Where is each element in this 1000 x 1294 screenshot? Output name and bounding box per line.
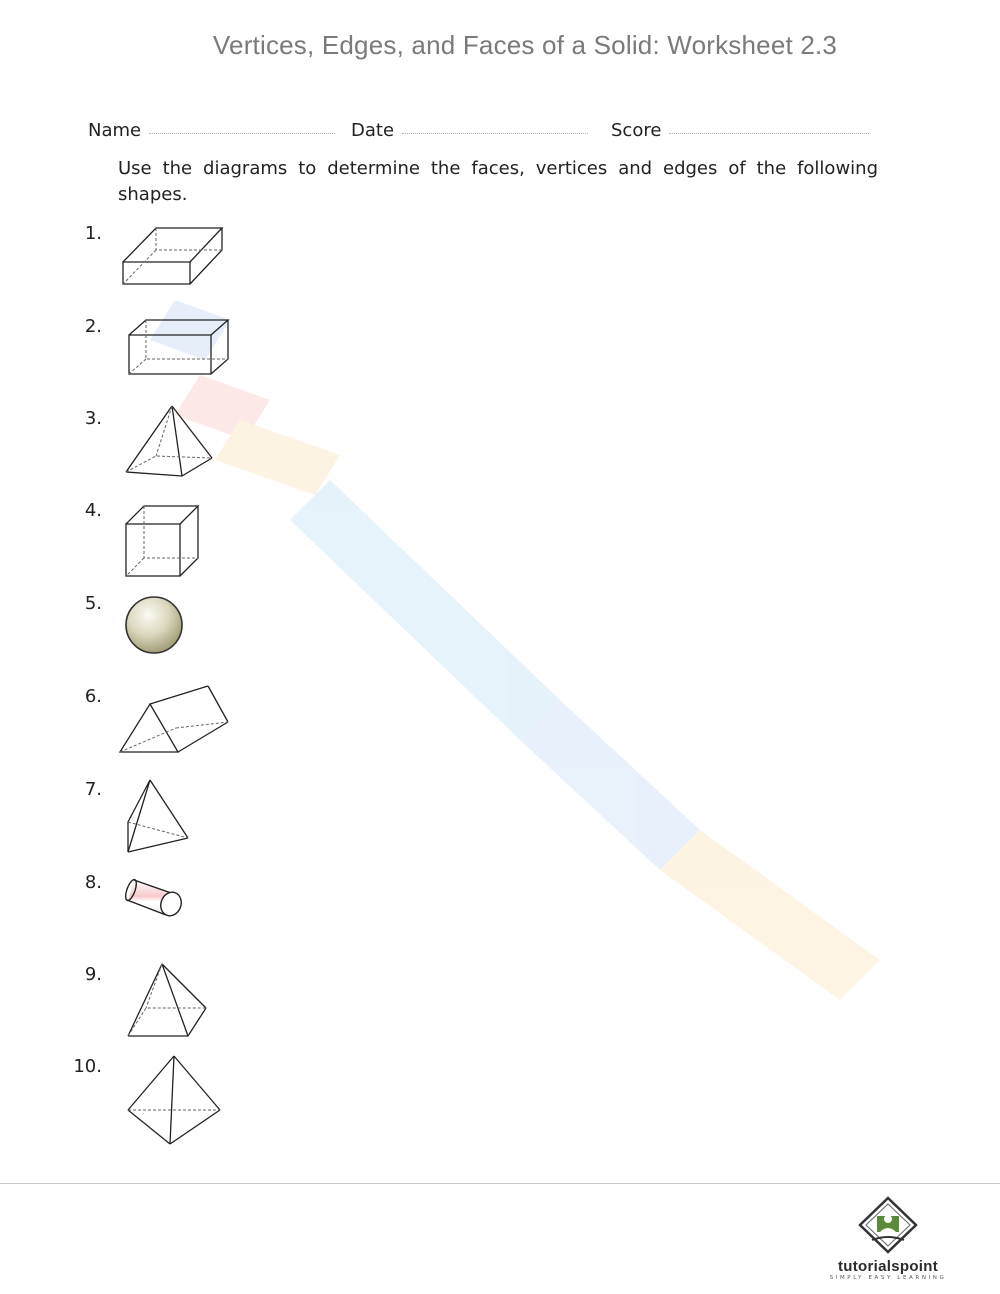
item-number: 6. [84,686,102,707]
score-field[interactable] [611,120,869,141]
square-pyramid-icon [120,402,220,484]
name-blank[interactable] [149,133,335,134]
cube-icon [122,502,204,582]
date-label: Date [351,120,395,141]
item-number: 10. [73,1056,102,1077]
rectangular-prism-icon [124,316,234,382]
score-blank[interactable] [669,133,869,134]
item-number: 5. [84,593,102,614]
item-number: 9. [84,964,102,985]
footer-divider [0,1183,1000,1184]
date-blank[interactable] [402,133,588,134]
item-number: 8. [84,872,102,893]
date-field[interactable] [351,120,588,141]
octahedron-icon [122,1052,226,1148]
score-label: Score [611,120,662,141]
item-number: 7. [84,779,102,800]
item-number: 3. [84,408,102,429]
rectangular-prism-flat-icon [118,222,228,288]
triangular-prism-icon [116,682,234,758]
triangular-pyramid-icon [122,776,196,858]
logo-tagline: SIMPLY EASY LEARNING [829,1275,947,1281]
logo-wordmark: tutorialspoint [837,1258,939,1275]
rectangular-pyramid-icon [122,960,212,1042]
item-number: 1. [84,223,102,244]
instructions: Use the diagrams to determine the faces, vertices and edges of the following shapes. [118,158,878,205]
item-number: 4. [84,500,102,521]
name-label: Name [88,120,142,141]
header-fields [88,120,878,144]
item-number: 2. [84,316,102,337]
page-title: Vertices, Edges, and Faces of a Solid: Worksheet 2.3 [212,30,838,60]
tutorialspoint-logo[interactable] [816,1194,960,1284]
name-field[interactable] [88,120,335,141]
cylinder-icon [124,874,190,920]
tutorialspoint-logo-icon [816,1194,960,1258]
sphere-icon [122,594,188,656]
